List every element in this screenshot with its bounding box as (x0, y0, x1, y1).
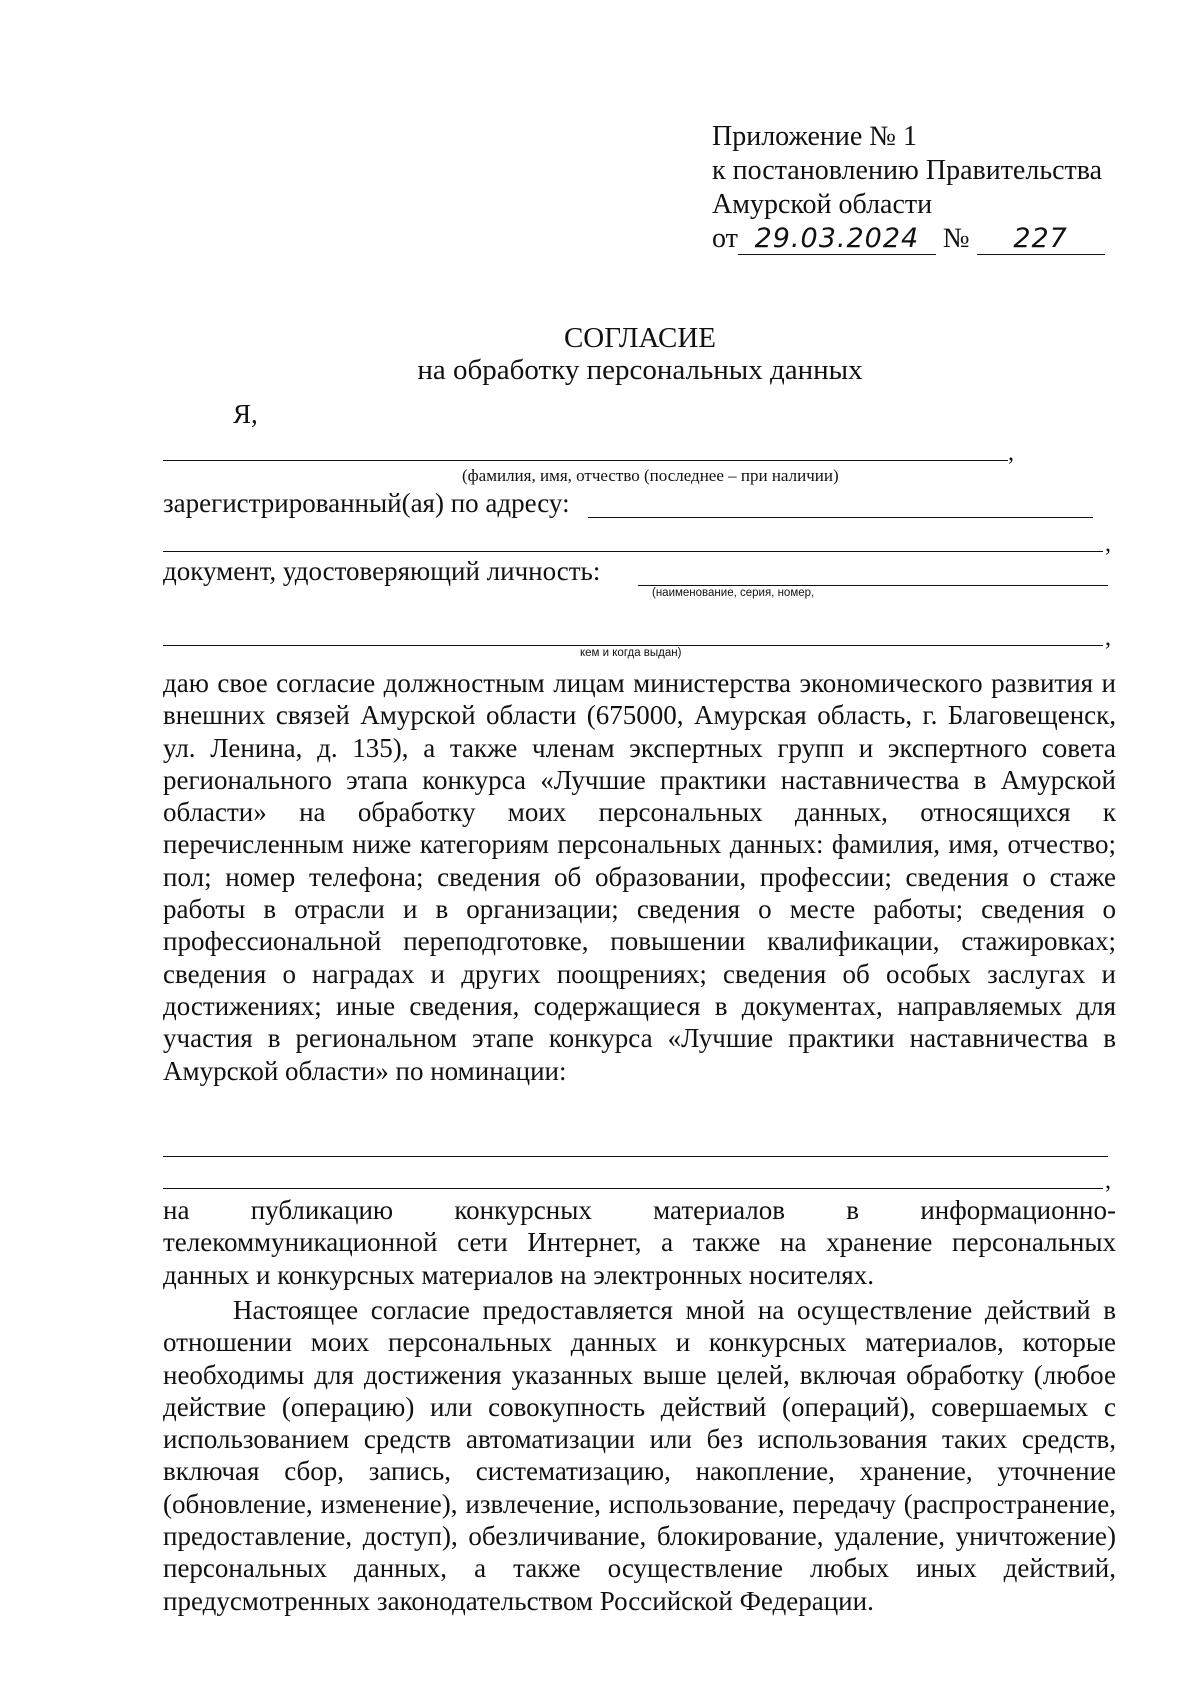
document-line-2[interactable] (163, 645, 1103, 646)
publication-paragraph: на публикацию конкурсных материалов в информационно-телекоммуникационной сети Интернет, а также на хранение персональных данных и конкурсных материалов на электронных носителях. (163, 1195, 1116, 1290)
fio-comma: , (1008, 440, 1014, 466)
nomination-line-1[interactable] (163, 1156, 1108, 1157)
document-label: документ, удостоверяющий личность: (163, 556, 601, 586)
document-subtitle: на обработку персональных данных (417, 354, 863, 386)
date-prefix: от (712, 223, 738, 254)
fio-caption: (фамилия, имя, отчество (последнее – при наличии) (462, 466, 839, 485)
address-line-2[interactable] (163, 551, 1103, 552)
document-line-1[interactable] (638, 585, 1108, 586)
document-caption-2: кем и когда выдан) (580, 647, 682, 659)
appendix-line-1: Приложение № 1 (712, 121, 917, 152)
number-prefix: № (942, 223, 970, 254)
handwritten-number: 227 (977, 224, 1105, 255)
appendix-line-3: Амурской области (712, 189, 933, 220)
address-line-1[interactable] (588, 517, 1093, 518)
nomination-comma: , (1105, 1168, 1111, 1194)
appendix-block (712, 120, 1132, 256)
appendix-date-row (712, 222, 1132, 256)
handwritten-date: 29.03.2024 (738, 224, 936, 255)
appendix-line-2: к постановлению Правительства (712, 155, 1103, 186)
consent-paragraph: даю свое согласие должностным лицам министерства экономического развития и внешних связей Амурской области (675000, Амурская область, г. Благовещенск, ул. Ленина, д. 135), а также членам экспертных групп и экспертного совета регионального этапа конкурса «Лучшие практики наставничества в Амурской области» на обработку моих персональных данных, относящихся к перечисленным ниже категориям персональных данных: фамилия, имя, отчество; пол; номер телефона; сведения об образовании, профессии; сведения о стаже работы в отрасли и в организации; сведения о месте работы; сведения о профессиональной переподготовке, повышении квалификации, стажировках; сведения о наградах и других поощрениях; сведения об особых заслугах и достижениях; иные сведения, содержащиеся в документах, направляемых для участия в региональном этапе конкурса «Лучшие практики наставничества в Амурской области» по номинации: (163, 668, 1116, 1086)
address-label: зарегистрированный(ая) по адресу: (163, 488, 570, 518)
i-label: Я, (233, 399, 258, 429)
fio-line[interactable] (163, 460, 1008, 461)
document-title: СОГЛАСИЕ (563, 322, 717, 354)
address-comma: , (1105, 531, 1111, 557)
document-caption-1: (наименование, серия, номер, (652, 587, 815, 599)
document-comma: , (1105, 625, 1111, 651)
nomination-line-2[interactable] (163, 1188, 1103, 1189)
actions-paragraph: Настоящее согласие предоставляется мной на осуществление действий в отношении моих персональных данных и конкурсных материалов, которые необходимы для достижения указанных выше целей, включая обработку (любое действие (операцию) или совокупность действий (операций), совершаемых с использованием средств автоматизации или без использования таких средств, включая сбор, запись, систематизацию, накопление, хранение, уточнение (обновление, изменение), извлечение, использование, передачу (распространение, предоставление, доступ), обезличивание, блокирование, удаление, уничтожение) персональных данных, а также осуществление любых иных действий, предусмотренных законодательством Российской Федерации. (163, 1295, 1116, 1616)
